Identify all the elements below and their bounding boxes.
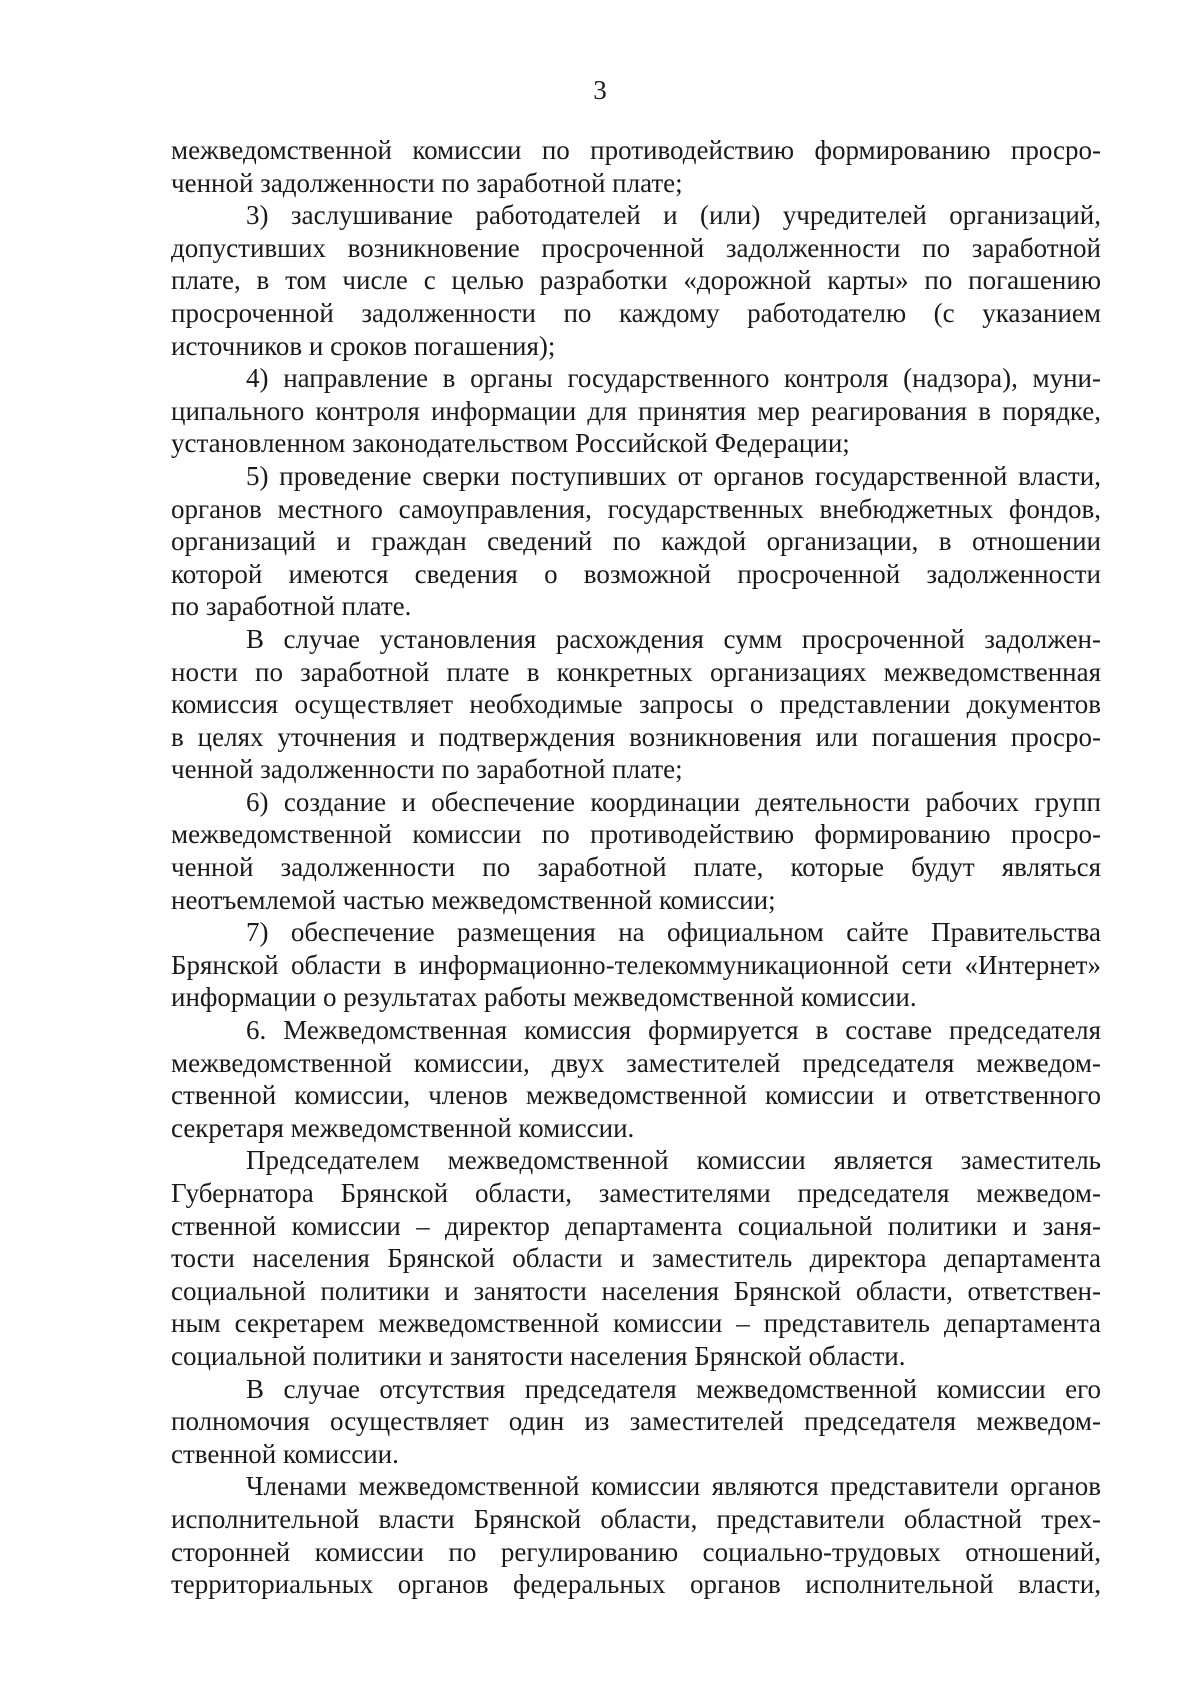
text-line: ности по заработной плате в конкретных организациях межведомственная	[171, 656, 1101, 687]
text-line: 4) направление в органы государственного контроля (надзора), муни-	[246, 363, 1101, 394]
text-line: сторонней комиссии по регулированию социально-трудовых отношений,	[171, 1536, 1101, 1567]
text-line: неотъемлемой частью межведомственной комиссии;	[171, 884, 776, 915]
text-line: ченной задолженности по заработной плате;	[171, 754, 683, 785]
text-line: территориальных органов федеральных органов исполнительной власти,	[171, 1569, 1101, 1600]
text-line: 6) создание и обеспечение координации деятельности рабочих групп	[246, 786, 1101, 817]
text-line: которой имеются сведения о возможной просроченной задолженности	[171, 558, 1101, 589]
text-line: социальной политики и занятости населения Брянской области.	[171, 1340, 906, 1371]
text-line: межведомственной комиссии по противодействию формированию просро-	[171, 135, 1101, 165]
text-line: комиссия осуществляет необходимые запросы о представлении документов	[171, 689, 1101, 720]
text-line: просроченной задолженности по каждому работодателю (с указанием	[171, 297, 1101, 328]
text-line: ципального контроля информации для принятия мер реагирования в порядке,	[171, 395, 1101, 426]
text-line: Членами межведомственной комиссии являются представители органов	[246, 1471, 1101, 1502]
text-line: социальной политики и занятости населения Брянской области, ответствен-	[171, 1275, 1101, 1306]
document-body	[171, 134, 1101, 1601]
text-line: 3) заслушивание работодателей и (или) учредителей организаций,	[246, 200, 1101, 231]
text-line: межведомственной комиссии, двух заместителей председателя межведом-	[171, 1047, 1101, 1078]
text-line: В случае отсутствия председателя межведомственной комиссии его	[246, 1373, 1101, 1404]
text-line: источников и сроков погашения);	[171, 330, 556, 361]
text-line: ным секретарем межведомственной комиссии – представитель департамента	[171, 1308, 1101, 1339]
text-line: ственной комиссии – директор департамента социальной политики и заня-	[171, 1210, 1101, 1241]
text-line: ченной задолженности по заработной плате, которые будут являться	[171, 852, 1101, 883]
text-line: 6. Межведомственная комиссия формируется в составе председателя	[246, 1015, 1101, 1046]
text-line: В случае установления расхождения сумм просроченной задолжен-	[246, 623, 1101, 654]
text-line: информации о результатах работы межведомственной комиссии.	[171, 982, 917, 1013]
text-line: тости населения Брянской области и заместитель директора департамента	[171, 1243, 1101, 1274]
text-line: Председателем межведомственной комиссии является заместитель	[246, 1145, 1101, 1176]
text-line: плате, в том числе с целью разработки «дорожной карты» по погашению	[171, 265, 1101, 296]
text-line: межведомственной комиссии по противодействию формированию просро-	[171, 819, 1101, 850]
text-line: 7) обеспечение размещения на официальном сайте Правительства	[246, 917, 1101, 948]
text-line: в целях уточнения и подтверждения возникновения или погашения просро-	[171, 721, 1101, 752]
text-line: ченной задолженности по заработной плате;	[171, 167, 683, 198]
text-line: 5) проведение сверки поступивших от органов государственной власти,	[246, 460, 1101, 491]
text-line: допустивших возникновение просроченной задолженности по заработной	[171, 232, 1101, 263]
text-line: исполнительной власти Брянской области, представители областной трех-	[171, 1503, 1101, 1534]
page-number: 3	[593, 75, 607, 105]
text-line: ственной комиссии, членов межведомственной комиссии и ответственного	[171, 1080, 1101, 1111]
text-line: Губернатора Брянской области, заместителями председателя межведом-	[171, 1178, 1101, 1208]
text-line: организаций и граждан сведений по каждой организации, в отношении	[171, 526, 1101, 557]
text-line: полномочия осуществляет один из заместителей председателя межведом-	[171, 1406, 1101, 1437]
text-line: секретаря межведомственной комиссии.	[171, 1112, 635, 1143]
text-line: Брянской области в информационно-телекоммуникационной сети «Интернет»	[171, 949, 1101, 980]
text-line: органов местного самоуправления, государственных внебюджетных фондов,	[171, 493, 1101, 524]
text-line: по заработной плате.	[171, 591, 412, 622]
text-line: установленном законодательством Российской Федерации;	[171, 428, 850, 459]
text-line: ственной комиссии.	[171, 1438, 399, 1469]
